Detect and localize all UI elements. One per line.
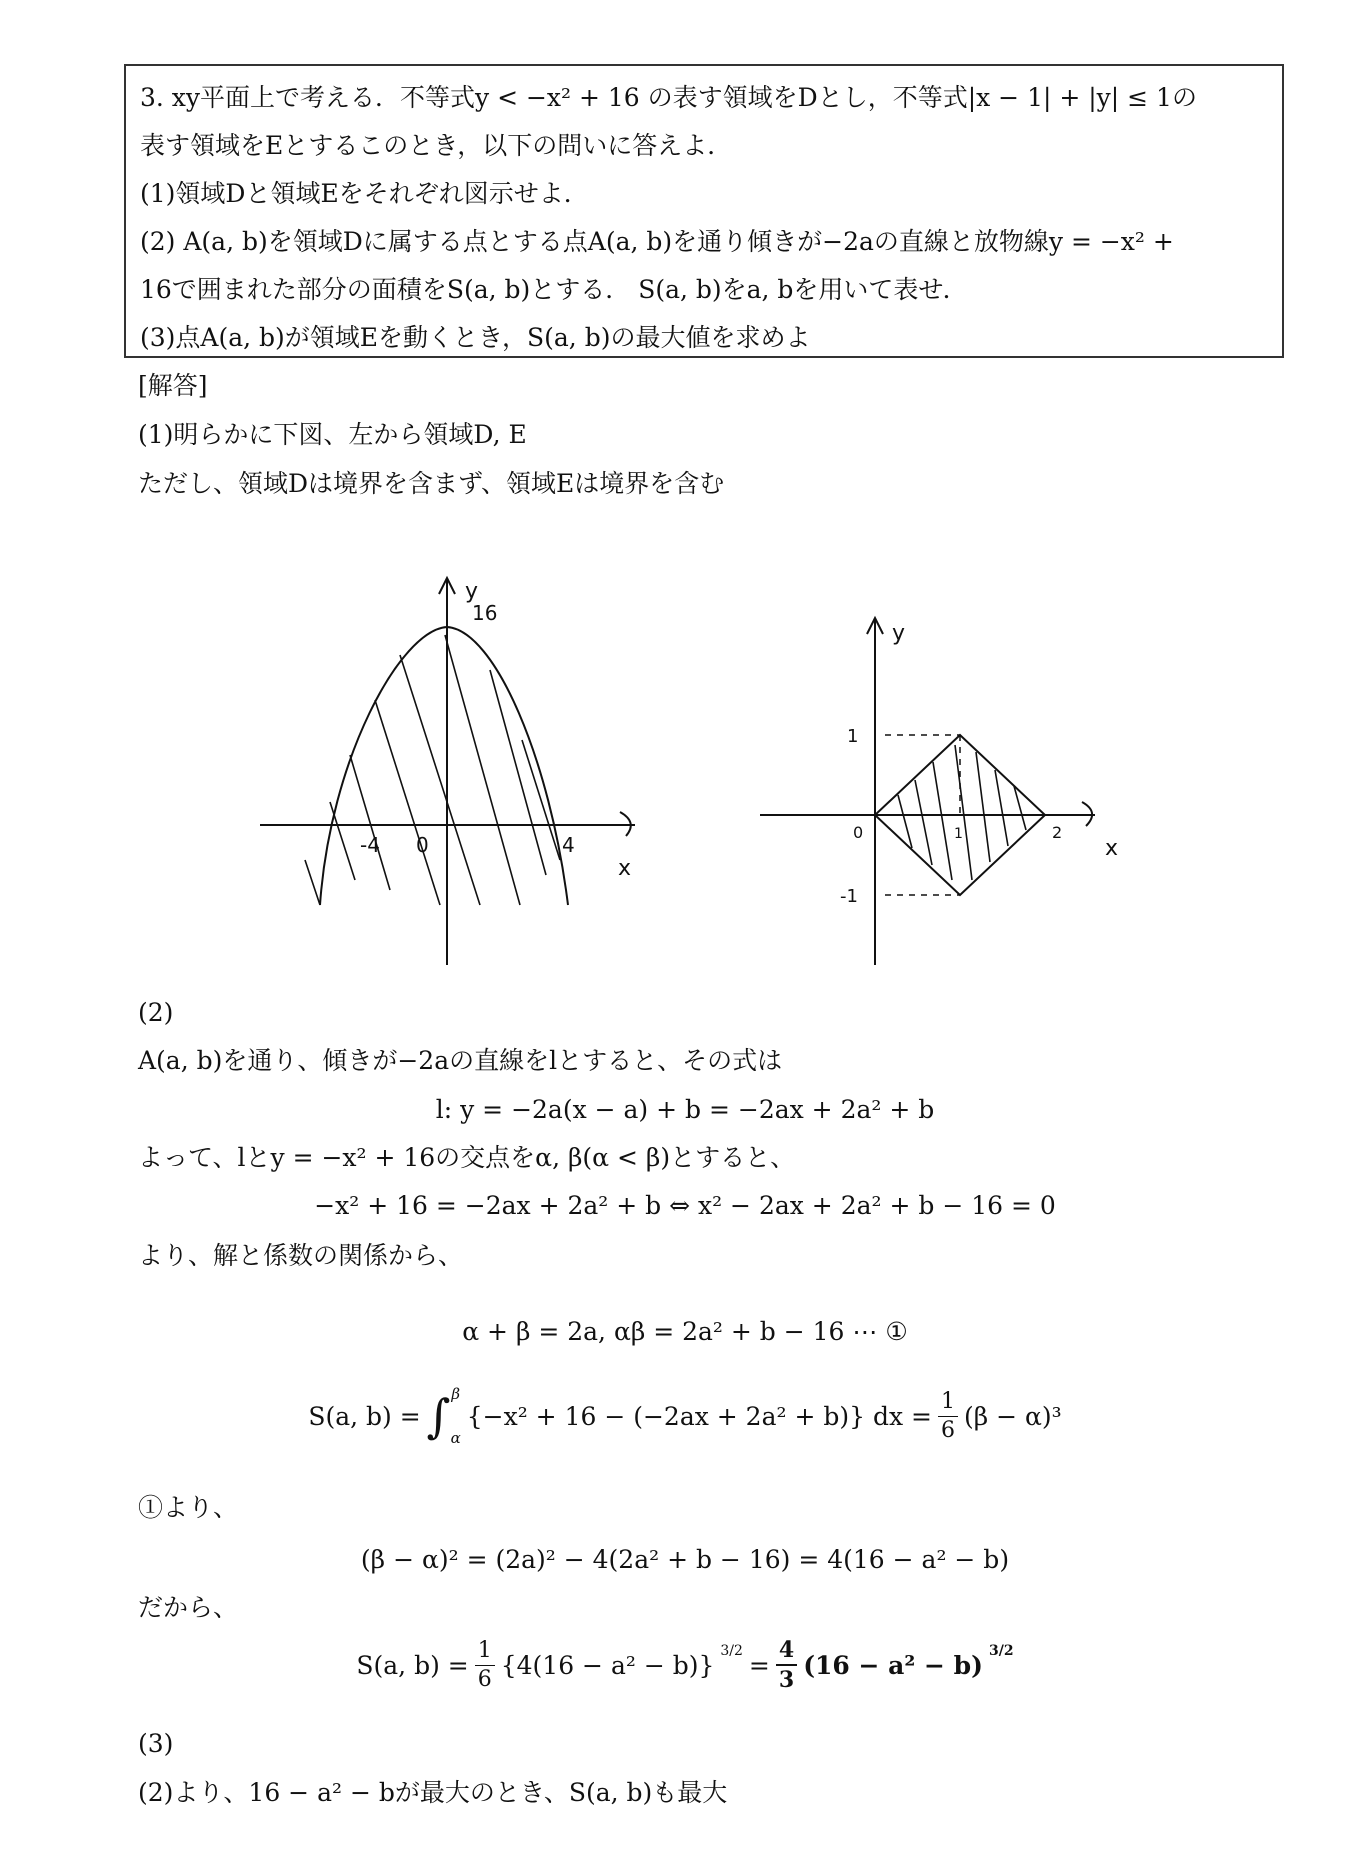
part2-line: より、解と係数の関係から、	[138, 1241, 464, 1270]
integral-integrand: {−x² + 16 − (−2ax + 2a² + b)} dx =	[466, 1401, 932, 1431]
integral-upper: β	[451, 1385, 461, 1403]
left-root-label: -4	[360, 833, 380, 857]
fraction	[475, 1637, 495, 1694]
part2-line: だから、	[138, 1593, 239, 1622]
equation-intersection: −x² + 16 = −2ax + 2a² + b ⇔ x² − 2ax + 2a² + b − 16 = 0	[314, 1191, 1056, 1220]
integral-lhs: S(a, b) =	[308, 1401, 421, 1431]
integral-rhs: (β − α)³	[963, 1401, 1062, 1431]
problem-line: 16で囲まれた部分の面積をS(a, b)とする． S(a, b)をa, bを用いて表せ．	[140, 275, 968, 304]
part2-line: A(a, b)を通り、傾きが−2aの直線をlとすると、その式は	[138, 1046, 783, 1075]
problem-line: (2) A(a, b)を領域Dに属する点とする点A(a, b)を通り傾きが−2aの直線と放物線y = −x² +	[140, 227, 1174, 256]
y-axis-label: y	[892, 621, 906, 646]
part2-line: ①より、	[138, 1493, 239, 1522]
part2-line: よって、lとy = −x² + 16の交点をα, β(α < β)とすると、	[138, 1143, 796, 1172]
problem-line: (1)領域Dと領域Eをそれぞれ図示せよ．	[140, 179, 589, 208]
y-bottom-label: -1	[840, 886, 858, 907]
fraction-num: 1	[475, 1637, 495, 1666]
part1-line: ただし、領域Dは境界を含まず、領域Eは境界を含む	[138, 469, 725, 498]
integral-lower: α	[450, 1429, 461, 1447]
part3-header: (3)	[138, 1729, 174, 1758]
result-bold-exponent: 3/2	[988, 1643, 1014, 1659]
peak-label: 16	[472, 601, 498, 625]
equation-line-l: l: y = −2a(x − a) + b = −2ax + 2a² + b	[435, 1095, 935, 1124]
x-axis-label: x	[618, 856, 632, 881]
problem-line: 表す領域をEとするこのとき，以下の問いに答えよ．	[140, 131, 733, 160]
problem-line: (3)点A(a, b)が領域Eを動くとき，S(a, b)の最大値を求めよ	[140, 323, 811, 352]
region-hatching	[898, 745, 1026, 880]
origin-label: 0	[853, 823, 864, 842]
fraction-num: 4	[776, 1636, 797, 1666]
fraction-num: 1	[938, 1388, 958, 1417]
equation-integral	[0, 1385, 1370, 1469]
figure-region-e	[750, 590, 1170, 980]
fraction-den: 3	[778, 1667, 795, 1693]
bold-fraction	[776, 1636, 797, 1694]
result-lhs: S(a, b) =	[356, 1650, 469, 1680]
fraction-den: 6	[940, 1417, 955, 1443]
x-axis-label: x	[1105, 836, 1119, 861]
region-hatching	[305, 635, 560, 905]
y-top-label: 1	[847, 726, 859, 747]
fraction-den: 6	[477, 1666, 492, 1692]
problem-box	[124, 64, 1284, 358]
y-axis-label: y	[465, 579, 479, 604]
part2-header: (2)	[138, 998, 174, 1027]
x-two-label: 2	[1052, 823, 1063, 842]
right-root-label: 4	[562, 833, 575, 857]
part1-line: (1)明らかに下図、左から領域D, E	[138, 420, 527, 449]
part3-line: (2)より、16 − a² − bが最大のとき、S(a, b)も最大	[138, 1778, 728, 1807]
figure-region-d	[250, 560, 670, 980]
result-exponent: 3/2	[720, 1643, 743, 1659]
integral-sign: ∫	[426, 1389, 451, 1443]
result-middle: {4(16 − a² − b)}	[500, 1650, 715, 1680]
origin-label: 0	[416, 833, 429, 857]
solution-header: [解答]	[138, 371, 208, 400]
equation-difference: (β − α)² = (2a)² − 4(2a² + b − 16) = 4(16 − a² − b)	[360, 1545, 1010, 1574]
x-one-label: 1	[954, 826, 963, 842]
equation-vieta: α + β = 2a, αβ = 2a² + b − 16 ⋯ ①	[462, 1317, 908, 1346]
result-bold-body: (16 − a² − b)	[803, 1650, 983, 1680]
result-equals: =	[748, 1650, 770, 1680]
fraction	[938, 1388, 958, 1445]
equation-result	[0, 1636, 1370, 1708]
problem-line: 3. xy平面上で考える．不等式y < −x² + 16 の表す領域をDとし，不等式|x − 1| + |y| ≤ 1の	[140, 83, 1197, 112]
